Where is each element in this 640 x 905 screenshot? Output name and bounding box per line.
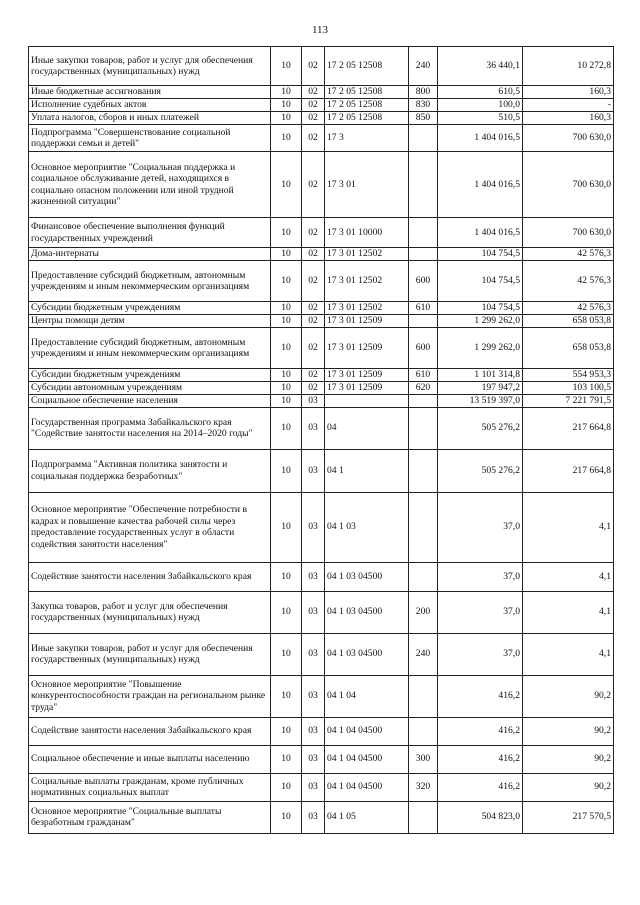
expense-type-cell (409, 717, 438, 745)
section-code-cell: 10 (271, 591, 302, 633)
row-name-cell: Исполнение судебных актов (29, 99, 271, 112)
subsection-code-cell: 02 (302, 218, 325, 248)
amount-approved-cell: 36 440,1 (438, 47, 523, 86)
amount-approved-cell: 1 404 016,5 (438, 152, 523, 218)
table-row (29, 125, 614, 152)
subsection-code-cell: 03 (302, 801, 325, 833)
target-article-cell: 17 3 01 12502 (325, 248, 409, 261)
table-row (29, 86, 614, 99)
table-row (29, 562, 614, 591)
amount-approved-cell: 37,0 (438, 492, 523, 562)
expense-type-cell (409, 801, 438, 833)
amount-approved-cell: 510,5 (438, 112, 523, 125)
amount-approved-cell: 197 947,2 (438, 382, 523, 395)
target-article-cell: 04 1 03 04500 (325, 591, 409, 633)
row-name-cell: Основное мероприятие "Обеспечение потребности в кадрах и повышение качества рабочей силы через предоставление государственных услуг в области содействия занятости населения" (29, 492, 271, 562)
section-code-cell: 10 (271, 218, 302, 248)
expense-type-cell: 240 (409, 47, 438, 86)
table-row (29, 315, 614, 328)
table-row (29, 99, 614, 112)
target-article-cell: 17 3 01 12509 (325, 369, 409, 382)
expense-type-cell: 830 (409, 99, 438, 112)
section-code-cell: 10 (271, 86, 302, 99)
amount-approved-cell: 1 299 262,0 (438, 328, 523, 369)
subsection-code-cell: 02 (302, 47, 325, 86)
table-row (29, 407, 614, 449)
amount-executed-cell: 103 100,5 (523, 382, 614, 395)
target-article-cell: 04 1 (325, 449, 409, 492)
amount-approved-cell: 13 519 397,0 (438, 395, 523, 408)
amount-approved-cell: 416,2 (438, 675, 523, 717)
section-code-cell: 10 (271, 633, 302, 675)
table-row (29, 492, 614, 562)
subsection-code-cell: 03 (302, 449, 325, 492)
table-row (29, 801, 614, 833)
row-name-cell: Субсидии автономным учреждениям (29, 382, 271, 395)
amount-executed-cell: 4,1 (523, 633, 614, 675)
expense-type-cell (409, 152, 438, 218)
amount-executed-cell: 4,1 (523, 492, 614, 562)
row-name-cell: Иные бюджетные ассигнования (29, 86, 271, 99)
amount-executed-cell: 42 576,3 (523, 261, 614, 302)
table-row (29, 248, 614, 261)
target-article-cell: 04 1 03 04500 (325, 562, 409, 591)
row-name-cell: Основное мероприятие "Социальные выплаты безработным гражданам" (29, 801, 271, 833)
section-code-cell: 10 (271, 745, 302, 773)
amount-executed-cell: 4,1 (523, 562, 614, 591)
amount-executed-cell: 10 272,8 (523, 47, 614, 86)
table-row (29, 745, 614, 773)
amount-executed-cell: 7 221 791,5 (523, 395, 614, 408)
subsection-code-cell: 02 (302, 369, 325, 382)
subsection-code-cell: 03 (302, 407, 325, 449)
amount-executed-cell: 554 953,3 (523, 369, 614, 382)
row-name-cell: Предоставление субсидий бюджетным, автономным учреждениям и иным некоммерческим организациям (29, 328, 271, 369)
amount-executed-cell: 700 630,0 (523, 218, 614, 248)
target-article-cell: 17 3 (325, 125, 409, 152)
amount-approved-cell: 505 276,2 (438, 407, 523, 449)
table-row (29, 633, 614, 675)
amount-executed-cell: 160,3 (523, 86, 614, 99)
table-row (29, 675, 614, 717)
table-row (29, 328, 614, 369)
section-code-cell: 10 (271, 125, 302, 152)
table-row (29, 395, 614, 408)
amount-executed-cell: 217 664,8 (523, 449, 614, 492)
target-article-cell: 17 3 01 12509 (325, 315, 409, 328)
subsection-code-cell: 03 (302, 562, 325, 591)
row-name-cell: Центры помощи детям (29, 315, 271, 328)
table-row (29, 152, 614, 218)
row-name-cell: Уплата налогов, сборов и иных платежей (29, 112, 271, 125)
row-name-cell: Социальные выплаты гражданам, кроме публичных нормативных социальных выплат (29, 773, 271, 801)
subsection-code-cell: 02 (302, 248, 325, 261)
subsection-code-cell: 02 (302, 382, 325, 395)
subsection-code-cell: 03 (302, 745, 325, 773)
page-number: 113 (311, 24, 329, 36)
subsection-code-cell: 02 (302, 315, 325, 328)
section-code-cell: 10 (271, 47, 302, 86)
section-code-cell: 10 (271, 152, 302, 218)
amount-approved-cell: 1 404 016,5 (438, 125, 523, 152)
expense-type-cell (409, 562, 438, 591)
expense-type-cell: 610 (409, 302, 438, 315)
table-row (29, 112, 614, 125)
target-article-cell: 17 2 05 12508 (325, 47, 409, 86)
row-name-cell: Иные закупки товаров, работ и услуг для обеспечения государственных (муниципальных) нужд (29, 633, 271, 675)
target-article-cell: 04 1 04 04500 (325, 717, 409, 745)
target-article-cell: 04 1 04 (325, 675, 409, 717)
section-code-cell: 10 (271, 315, 302, 328)
section-code-cell: 10 (271, 562, 302, 591)
expense-type-cell (409, 218, 438, 248)
expense-type-cell (409, 407, 438, 449)
expense-type-cell: 600 (409, 261, 438, 302)
subsection-code-cell: 03 (302, 633, 325, 675)
amount-approved-cell: 104 754,5 (438, 302, 523, 315)
amount-executed-cell: 42 576,3 (523, 248, 614, 261)
expense-type-cell: 610 (409, 369, 438, 382)
subsection-code-cell: 02 (302, 152, 325, 218)
target-article-cell: 17 2 05 12508 (325, 99, 409, 112)
row-name-cell: Дома-интернаты (29, 248, 271, 261)
amount-approved-cell: 1 101 314,8 (438, 369, 523, 382)
amount-executed-cell: 700 630,0 (523, 125, 614, 152)
amount-approved-cell: 104 754,5 (438, 248, 523, 261)
section-code-cell: 10 (271, 369, 302, 382)
section-code-cell: 10 (271, 302, 302, 315)
table-row (29, 449, 614, 492)
row-name-cell: Субсидии бюджетным учреждениям (29, 302, 271, 315)
subsection-code-cell: 03 (302, 717, 325, 745)
table-row (29, 218, 614, 248)
section-code-cell: 10 (271, 801, 302, 833)
expense-type-cell: 600 (409, 328, 438, 369)
row-name-cell: Иные закупки товаров, работ и услуг для обеспечения государственных (муниципальных) нужд (29, 47, 271, 86)
amount-approved-cell: 416,2 (438, 773, 523, 801)
amount-executed-cell: 42 576,3 (523, 302, 614, 315)
row-name-cell: Социальное обеспечение населения (29, 395, 271, 408)
section-code-cell: 10 (271, 261, 302, 302)
budget-table (28, 46, 614, 834)
target-article-cell (325, 395, 409, 408)
amount-executed-cell: 217 664,8 (523, 407, 614, 449)
row-name-cell: Финансовое обеспечение выполнения функций государственных учреждений (29, 218, 271, 248)
section-code-cell: 10 (271, 675, 302, 717)
expense-type-cell (409, 449, 438, 492)
amount-executed-cell: 160,3 (523, 112, 614, 125)
table-body (29, 47, 614, 834)
target-article-cell: 17 3 01 12502 (325, 261, 409, 302)
table-row (29, 773, 614, 801)
target-article-cell: 04 1 03 04500 (325, 633, 409, 675)
target-article-cell: 17 2 05 12508 (325, 86, 409, 99)
amount-approved-cell: 504 823,0 (438, 801, 523, 833)
row-name-cell: Закупка товаров, работ и услуг для обеспечения государственных (муниципальных) нужд (29, 591, 271, 633)
amount-executed-cell: - (523, 99, 614, 112)
row-name-cell: Содействие занятости населения Забайкальского края (29, 562, 271, 591)
amount-approved-cell: 104 754,5 (438, 261, 523, 302)
table-row (29, 47, 614, 86)
amount-approved-cell: 505 276,2 (438, 449, 523, 492)
target-article-cell: 04 1 04 04500 (325, 773, 409, 801)
table-row (29, 591, 614, 633)
section-code-cell: 10 (271, 395, 302, 408)
row-name-cell: Государственная программа Забайкальского края "Содействие занятости населения на 2014–2020 годы" (29, 407, 271, 449)
subsection-code-cell: 02 (302, 125, 325, 152)
expense-type-cell: 850 (409, 112, 438, 125)
subsection-code-cell: 02 (302, 328, 325, 369)
subsection-code-cell: 02 (302, 99, 325, 112)
target-article-cell: 17 3 01 (325, 152, 409, 218)
expense-type-cell: 320 (409, 773, 438, 801)
subsection-code-cell: 03 (302, 591, 325, 633)
section-code-cell: 10 (271, 382, 302, 395)
subsection-code-cell: 02 (302, 86, 325, 99)
row-name-cell: Основное мероприятие "Социальная поддержка и социальное обслуживание детей, находящихся в социально опасном положении или иной трудной жизненной ситуации" (29, 152, 271, 218)
expense-type-cell: 240 (409, 633, 438, 675)
subsection-code-cell: 02 (302, 261, 325, 302)
expense-type-cell: 300 (409, 745, 438, 773)
section-code-cell: 10 (271, 99, 302, 112)
amount-approved-cell: 37,0 (438, 591, 523, 633)
amount-executed-cell: 90,2 (523, 675, 614, 717)
amount-approved-cell: 1 299 262,0 (438, 315, 523, 328)
row-name-cell: Основное мероприятие "Повышение конкурентоспособности граждан на региональном рынке труда" (29, 675, 271, 717)
table-row (29, 382, 614, 395)
amount-executed-cell: 4,1 (523, 591, 614, 633)
row-name-cell: Предоставление субсидий бюджетным, автономным учреждениям и иным некоммерческим организациям (29, 261, 271, 302)
section-code-cell: 10 (271, 717, 302, 745)
target-article-cell: 04 1 04 04500 (325, 745, 409, 773)
expense-type-cell: 620 (409, 382, 438, 395)
table-row (29, 302, 614, 315)
amount-approved-cell: 37,0 (438, 562, 523, 591)
amount-executed-cell: 90,2 (523, 745, 614, 773)
subsection-code-cell: 03 (302, 773, 325, 801)
section-code-cell: 10 (271, 248, 302, 261)
section-code-cell: 10 (271, 492, 302, 562)
section-code-cell: 10 (271, 773, 302, 801)
amount-approved-cell: 610,5 (438, 86, 523, 99)
row-name-cell: Социальное обеспечение и иные выплаты населению (29, 745, 271, 773)
expense-type-cell (409, 675, 438, 717)
target-article-cell: 04 (325, 407, 409, 449)
table-row (29, 717, 614, 745)
row-name-cell: Подпрограмма "Совершенствование социальной поддержки семьи и детей" (29, 125, 271, 152)
target-article-cell: 17 3 01 12509 (325, 382, 409, 395)
table-row (29, 369, 614, 382)
target-article-cell: 04 1 05 (325, 801, 409, 833)
row-name-cell: Содействие занятости населения Забайкальского края (29, 717, 271, 745)
amount-executed-cell: 700 630,0 (523, 152, 614, 218)
subsection-code-cell: 03 (302, 492, 325, 562)
row-name-cell: Субсидии бюджетным учреждениям (29, 369, 271, 382)
amount-approved-cell: 100,0 (438, 99, 523, 112)
section-code-cell: 10 (271, 449, 302, 492)
subsection-code-cell: 03 (302, 395, 325, 408)
section-code-cell: 10 (271, 328, 302, 369)
amount-approved-cell: 416,2 (438, 745, 523, 773)
amount-executed-cell: 658 053,8 (523, 328, 614, 369)
expense-type-cell: 200 (409, 591, 438, 633)
amount-approved-cell: 37,0 (438, 633, 523, 675)
target-article-cell: 17 3 01 10000 (325, 218, 409, 248)
subsection-code-cell: 03 (302, 675, 325, 717)
target-article-cell: 17 3 01 12509 (325, 328, 409, 369)
expense-type-cell (409, 248, 438, 261)
amount-executed-cell: 658 053,8 (523, 315, 614, 328)
amount-executed-cell: 217 570,5 (523, 801, 614, 833)
expense-type-cell (409, 315, 438, 328)
subsection-code-cell: 02 (302, 302, 325, 315)
amount-executed-cell: 90,2 (523, 773, 614, 801)
amount-executed-cell: 90,2 (523, 717, 614, 745)
row-name-cell: Подпрограмма "Активная политика занятости и социальная поддержка безработных" (29, 449, 271, 492)
expense-type-cell (409, 125, 438, 152)
amount-approved-cell: 416,2 (438, 717, 523, 745)
expense-type-cell (409, 395, 438, 408)
amount-approved-cell: 1 404 016,5 (438, 218, 523, 248)
table-row (29, 261, 614, 302)
section-code-cell: 10 (271, 407, 302, 449)
section-code-cell: 10 (271, 112, 302, 125)
target-article-cell: 17 2 05 12508 (325, 112, 409, 125)
expense-type-cell (409, 492, 438, 562)
target-article-cell: 17 3 01 12502 (325, 302, 409, 315)
expense-type-cell: 800 (409, 86, 438, 99)
target-article-cell: 04 1 03 (325, 492, 409, 562)
subsection-code-cell: 02 (302, 112, 325, 125)
